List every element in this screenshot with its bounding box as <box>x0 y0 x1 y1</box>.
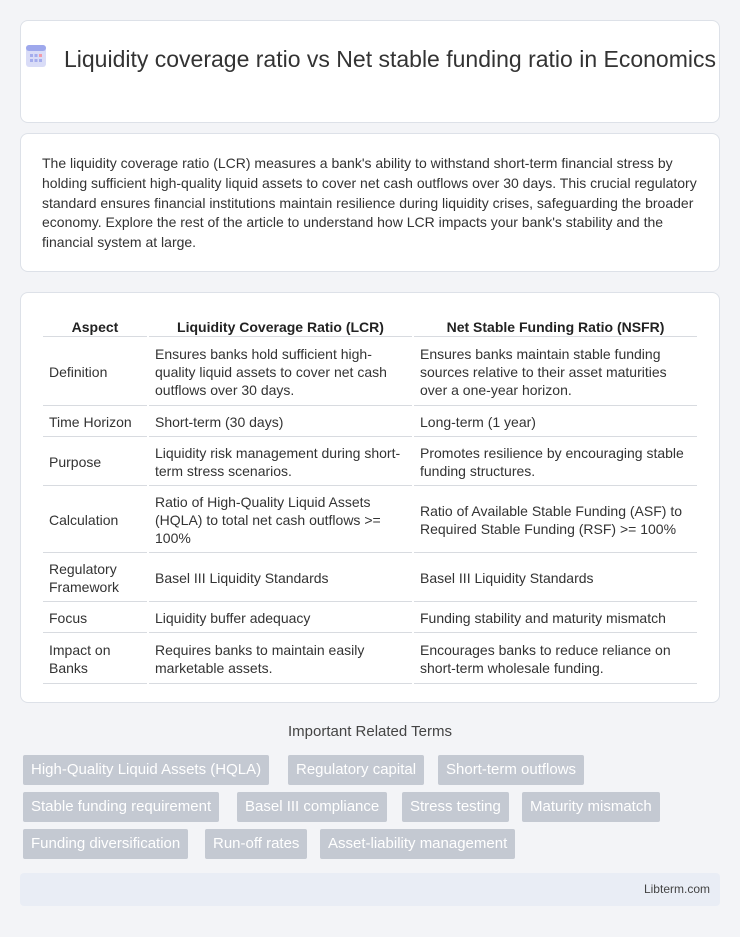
cell-aspect: Impact on Banks <box>43 635 147 684</box>
related-term-tag[interactable]: Run-off rates <box>205 829 307 859</box>
cell-lcr: Short-term (30 days) <box>149 408 412 437</box>
related-term-tag[interactable]: Maturity mismatch <box>522 792 660 822</box>
related-term-tag[interactable]: Short-term outflows <box>438 755 584 785</box>
related-term-tag[interactable]: High-Quality Liquid Assets (HQLA) <box>23 755 269 785</box>
cell-aspect: Focus <box>43 604 147 633</box>
related-terms-heading: Important Related Terms <box>288 723 452 740</box>
comparison-table <box>41 315 699 686</box>
related-term-tag[interactable]: Asset-liability management <box>320 829 515 859</box>
cell-aspect: Regulatory Framework <box>43 555 147 602</box>
intro-card <box>20 133 720 272</box>
cell-aspect: Time Horizon <box>43 408 147 437</box>
table-row <box>43 408 697 437</box>
title-card <box>20 20 720 123</box>
header-lcr: Liquidity Coverage Ratio (LCR) <box>149 317 412 337</box>
comparison-table-card <box>20 292 720 703</box>
title-wrap <box>21 45 719 74</box>
cell-aspect: Calculation <box>43 488 147 553</box>
table-row <box>43 339 697 406</box>
header-aspect: Aspect <box>43 317 147 337</box>
cell-aspect: Definition <box>43 339 147 406</box>
intro-paragraph: The liquidity coverage ratio (LCR) measures a bank's ability to withstand short-term financial stress by holding sufficient high-quality liquid assets to cover net cash outflows over 30 days. This crucial regulatory standard ensures financial institutions maintain resilience during liquidity crises, safeguarding the broader economy. Explore the rest of the article to understand how LCR impacts your bank's stability and the financial system at large. <box>42 155 697 251</box>
cell-nsfr: Encourages banks to reduce reliance on short-term wholesale funding. <box>414 635 697 684</box>
cell-lcr: Ratio of High-Quality Liquid Assets (HQLA) to total net cash outflows >= 100% <box>149 488 412 553</box>
cell-nsfr: Promotes resilience by encouraging stable funding structures. <box>414 439 697 486</box>
page-title: Liquidity coverage ratio vs Net stable funding ratio in Economics <box>63 46 716 72</box>
header-nsfr: Net Stable Funding Ratio (NSFR) <box>414 317 697 337</box>
table-row <box>43 635 697 684</box>
cell-lcr: Requires banks to maintain easily marketable assets. <box>149 635 412 684</box>
related-term-tag[interactable]: Basel III compliance <box>237 792 387 822</box>
cell-lcr: Liquidity buffer adequacy <box>149 604 412 633</box>
cell-lcr: Liquidity risk management during short-term stress scenarios. <box>149 439 412 486</box>
cell-nsfr: Funding stability and maturity mismatch <box>414 604 697 633</box>
footer <box>20 873 720 906</box>
related-term-tag[interactable]: Stress testing <box>402 792 509 822</box>
cell-nsfr: Long-term (1 year) <box>414 408 697 437</box>
cell-lcr: Basel III Liquidity Standards <box>149 555 412 602</box>
table-row <box>43 488 697 553</box>
table-header-row <box>43 317 697 337</box>
cell-nsfr: Basel III Liquidity Standards <box>414 555 697 602</box>
cell-aspect: Purpose <box>43 439 147 486</box>
cell-nsfr: Ratio of Available Stable Funding (ASF) to Required Stable Funding (RSF) >= 100% <box>414 488 697 553</box>
table-row <box>43 604 697 633</box>
table-row <box>43 439 697 486</box>
table-row <box>43 555 697 602</box>
related-term-tag[interactable]: Stable funding requirement <box>23 792 219 822</box>
document-icon <box>24 43 48 69</box>
related-term-tag[interactable]: Regulatory capital <box>288 755 424 785</box>
cell-lcr: Ensures banks hold sufficient high-quality liquid assets to cover net cash outflows over 30 days. <box>149 339 412 406</box>
related-term-tag[interactable]: Funding diversification <box>23 829 188 859</box>
cell-nsfr: Ensures banks maintain stable funding sources relative to their asset maturities over a one-year horizon. <box>414 339 697 406</box>
footer-brand[interactable]: Libterm.com <box>643 882 710 896</box>
